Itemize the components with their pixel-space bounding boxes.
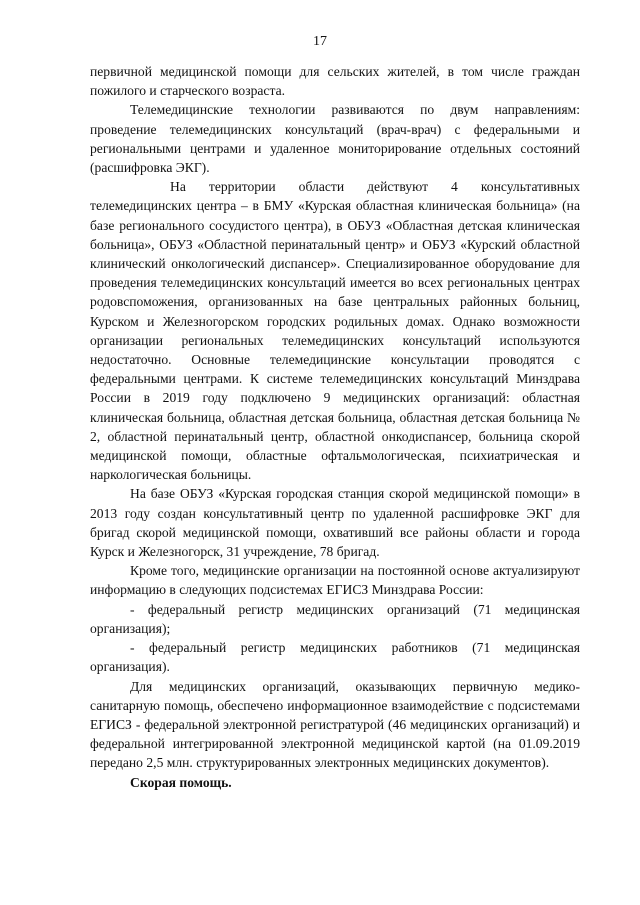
paragraph-egisz-subsystems: Кроме того, медицинские организации на постоянной основе актуализируют информацию в следующих подсистемах ЕГИСЗ Минздрава России: (90, 563, 580, 598)
page-number: 17 (313, 34, 327, 49)
list-item-organizations-registry: - федеральный регистр медицинских организаций (71 медицинская организация); (90, 601, 580, 636)
document-body (90, 62, 580, 792)
section-heading-ambulance: Скорая помощь. (130, 774, 232, 790)
list-item-workers-registry: - федеральный регистр медицинских работников (71 медицинская организация). (90, 640, 580, 675)
paragraph-primary-care-interaction: Для медицинских организаций, оказывающих первичную медико-санитарную помощь, обеспечено информационное взаимодействие с подсистемами ЕГИСЗ - федеральной электронной регистратурой (46 медицинских организаций) и федеральной интегрированной электронной медицинской картой (на 01.09.2019 передано 2,5 млн. структурированных электронных медицинских документов). (90, 678, 580, 771)
paragraph-ecg-center: На базе ОБУЗ «Курская городская станция скорой медицинской помощи» в 2013 году создан консультативный центр по удаленной расшифровке ЭКГ для бригад скорой медицинской помощи, охвативший все районы области и города Курск и Железногорск, 31 учреждение, 78 бригад. (90, 486, 580, 560)
paragraph-continuation: первичной медицинской помощи для сельских жителей, в том числе граждан пожилого и старческого возраста. (90, 64, 580, 99)
paragraph-telemedicine-directions: Телемедицинские технологии развиваются по двум направлениям: проведение телемедицинских консультаций (врач-врач) с федеральными и региональными центрами и удаленное мониторирование отдельных состояний (расшифровка ЭКГ). (90, 102, 580, 176)
paragraph-consultative-centers: На территории области действуют 4 консультативных телемедицинских центра – в БМУ «Курская областная клиническая больница» (на базе регионального сосудистого центра), в ОБУЗ «Областная детская клиническая больница», ОБУЗ «Областной перинатальный центр» и ОБУЗ «Курский областной клинический онкологический диспансер». Специализированное оборудование для проведения телемедицинских консультаций имеется во всех региональных центрах родовспоможения, организованных на базе центральных районных больниц, Курском и Железногорском городских родильных домах. Однако возможности организации региональных телемедицинских консультаций используются недостаточно. Основные телемедицинские консультации проводятся с федеральными центрами. К системе телемедицинских консультаций Минздрава России в 2019 году подключено 9 медицинских организаций: областная клиническая больница, областная детская больница, областная детская больница № 2, областной перинатальный центр, областной онкодиспансер, больница скорой медицинской помощи, областные офтальмологическая, психиатрическая и наркологическая больницы. (90, 179, 580, 483)
